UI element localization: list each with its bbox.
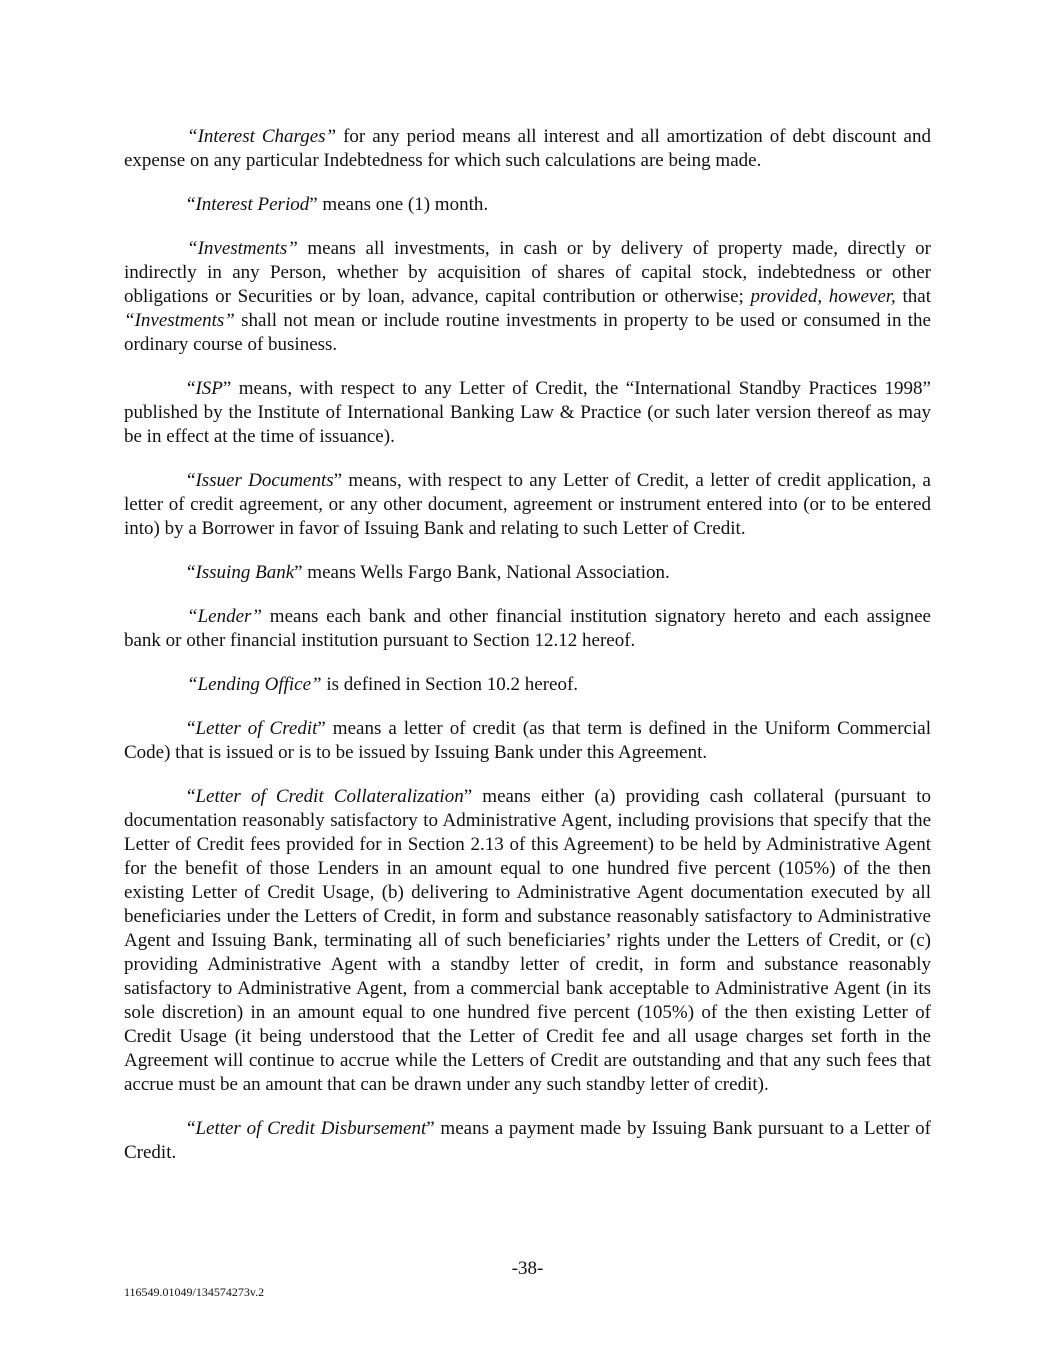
document-id: 116549.01049/134574273v.2	[124, 1285, 265, 1299]
definition-letter-of-credit-disbursement: “Letter of Credit Disbursement” means a payment made by Issuing Bank pursuant to a Letter of Credit.	[124, 1118, 931, 1163]
definition-letter-of-credit-collateralization: “Letter of Credit Collateralization” means either (a) providing cash collateral (pursuant to documentation reasonably satisfactory to Administrative Agent, including provisions that specify that the Letter of Credit fees provided for in Section 2.13 of this Agreement) to be held by Administrative Agent for the benefit of those Lenders in an amount equal to one hundred five percent (105%) of the then existing Letter of Credit Usage, (b) delivering to Administrative Agent documentation executed by all beneficiaries under the Letters of Credit, in form and substance reasonably satisfactory to Administrative Agent and Issuing Bank, terminating all of such beneficiaries’ rights under the Letters of Credit, or (c) providing Administrative Agent with a standby letter of credit, in form and substance reasonably satisfactory to Administrative Agent, from a commercial bank acceptable to Administrative Agent (in its sole discretion) in an amount equal to one hundred five percent (105%) of the then existing Letter of Credit Usage (it being understood that the Letter of Credit fee and all usage charges set forth in the Agreement will continue to accrue while the Letters of Credit are outstanding and that any such fees that accrue must be an amount that can be drawn under any such standby letter of credit).	[124, 786, 931, 1095]
defined-term: “Interest Charges”	[187, 126, 337, 147]
defined-term: Letter of Credit Disbursement	[195, 1118, 427, 1139]
defined-term: ISP	[195, 378, 223, 399]
page-number: -38-	[511, 1258, 544, 1279]
defined-term: “Lender”	[187, 606, 262, 627]
defined-term: “Investments”	[187, 238, 298, 259]
definition-issuing-bank: “Issuing Bank” means Wells Fargo Bank, National Association.	[187, 562, 670, 583]
definition-issuer-documents: “Issuer Documents” means, with respect to any Letter of Credit, a letter of credit application, a letter of credit agreement, or any other document, agreement or instrument entered into (or to be entered into) by a Borrower in favor of Issuing Bank and relating to such Letter of Credit.	[124, 470, 931, 539]
definition-interest-charges: “Interest Charges” for any period means all interest and all amortization of debt discount and expense on any particular Indebtedness for which such calculations are being made.	[124, 126, 931, 171]
definition-isp: “ISP” means, with respect to any Letter of Credit, the “International Standby Practices 1998” published by the Institute of International Banking Law & Practice (or such later version thereof as may be in effect at the time of issuance).	[124, 378, 931, 447]
defined-term: “Lending Office”	[187, 674, 322, 695]
defined-term: Issuer Documents	[195, 470, 334, 491]
defined-term: Issuing Bank	[195, 562, 295, 583]
definition-lender: “Lender” means each bank and other financial institution signatory hereto and each assignee bank or other financial institution pursuant to Section 12.12 hereof.	[124, 606, 931, 651]
defined-term: Letter of Credit Collateralization	[195, 786, 464, 807]
definition-letter-of-credit: “Letter of Credit” means a letter of credit (as that term is defined in the Uniform Commercial Code) that is issued or is to be issued by Issuing Bank under this Agreement.	[124, 718, 931, 763]
definition-lending-office: “Lending Office” is defined in Section 10.2 hereof.	[187, 674, 579, 695]
proviso-term: provided, however,	[750, 286, 896, 307]
definition-investments: “Investments” means all investments, in cash or by delivery of property made, directly or indirectly in any Person, whether by acquisition of shares of capital stock, indebtedness or other obligations or Securities or by loan, advance, capital contribution or otherwise; provided, however, that “Investments” shall not mean or include routine investments in property to be used or consumed in the ordinary course of business.	[124, 238, 931, 355]
definition-interest-period: “Interest Period” means one (1) month.	[187, 194, 489, 215]
defined-term: “Investments”	[124, 310, 235, 331]
definitions-body	[124, 125, 931, 1185]
defined-term: Letter of Credit	[195, 718, 318, 739]
defined-term: Interest Period	[195, 194, 310, 215]
